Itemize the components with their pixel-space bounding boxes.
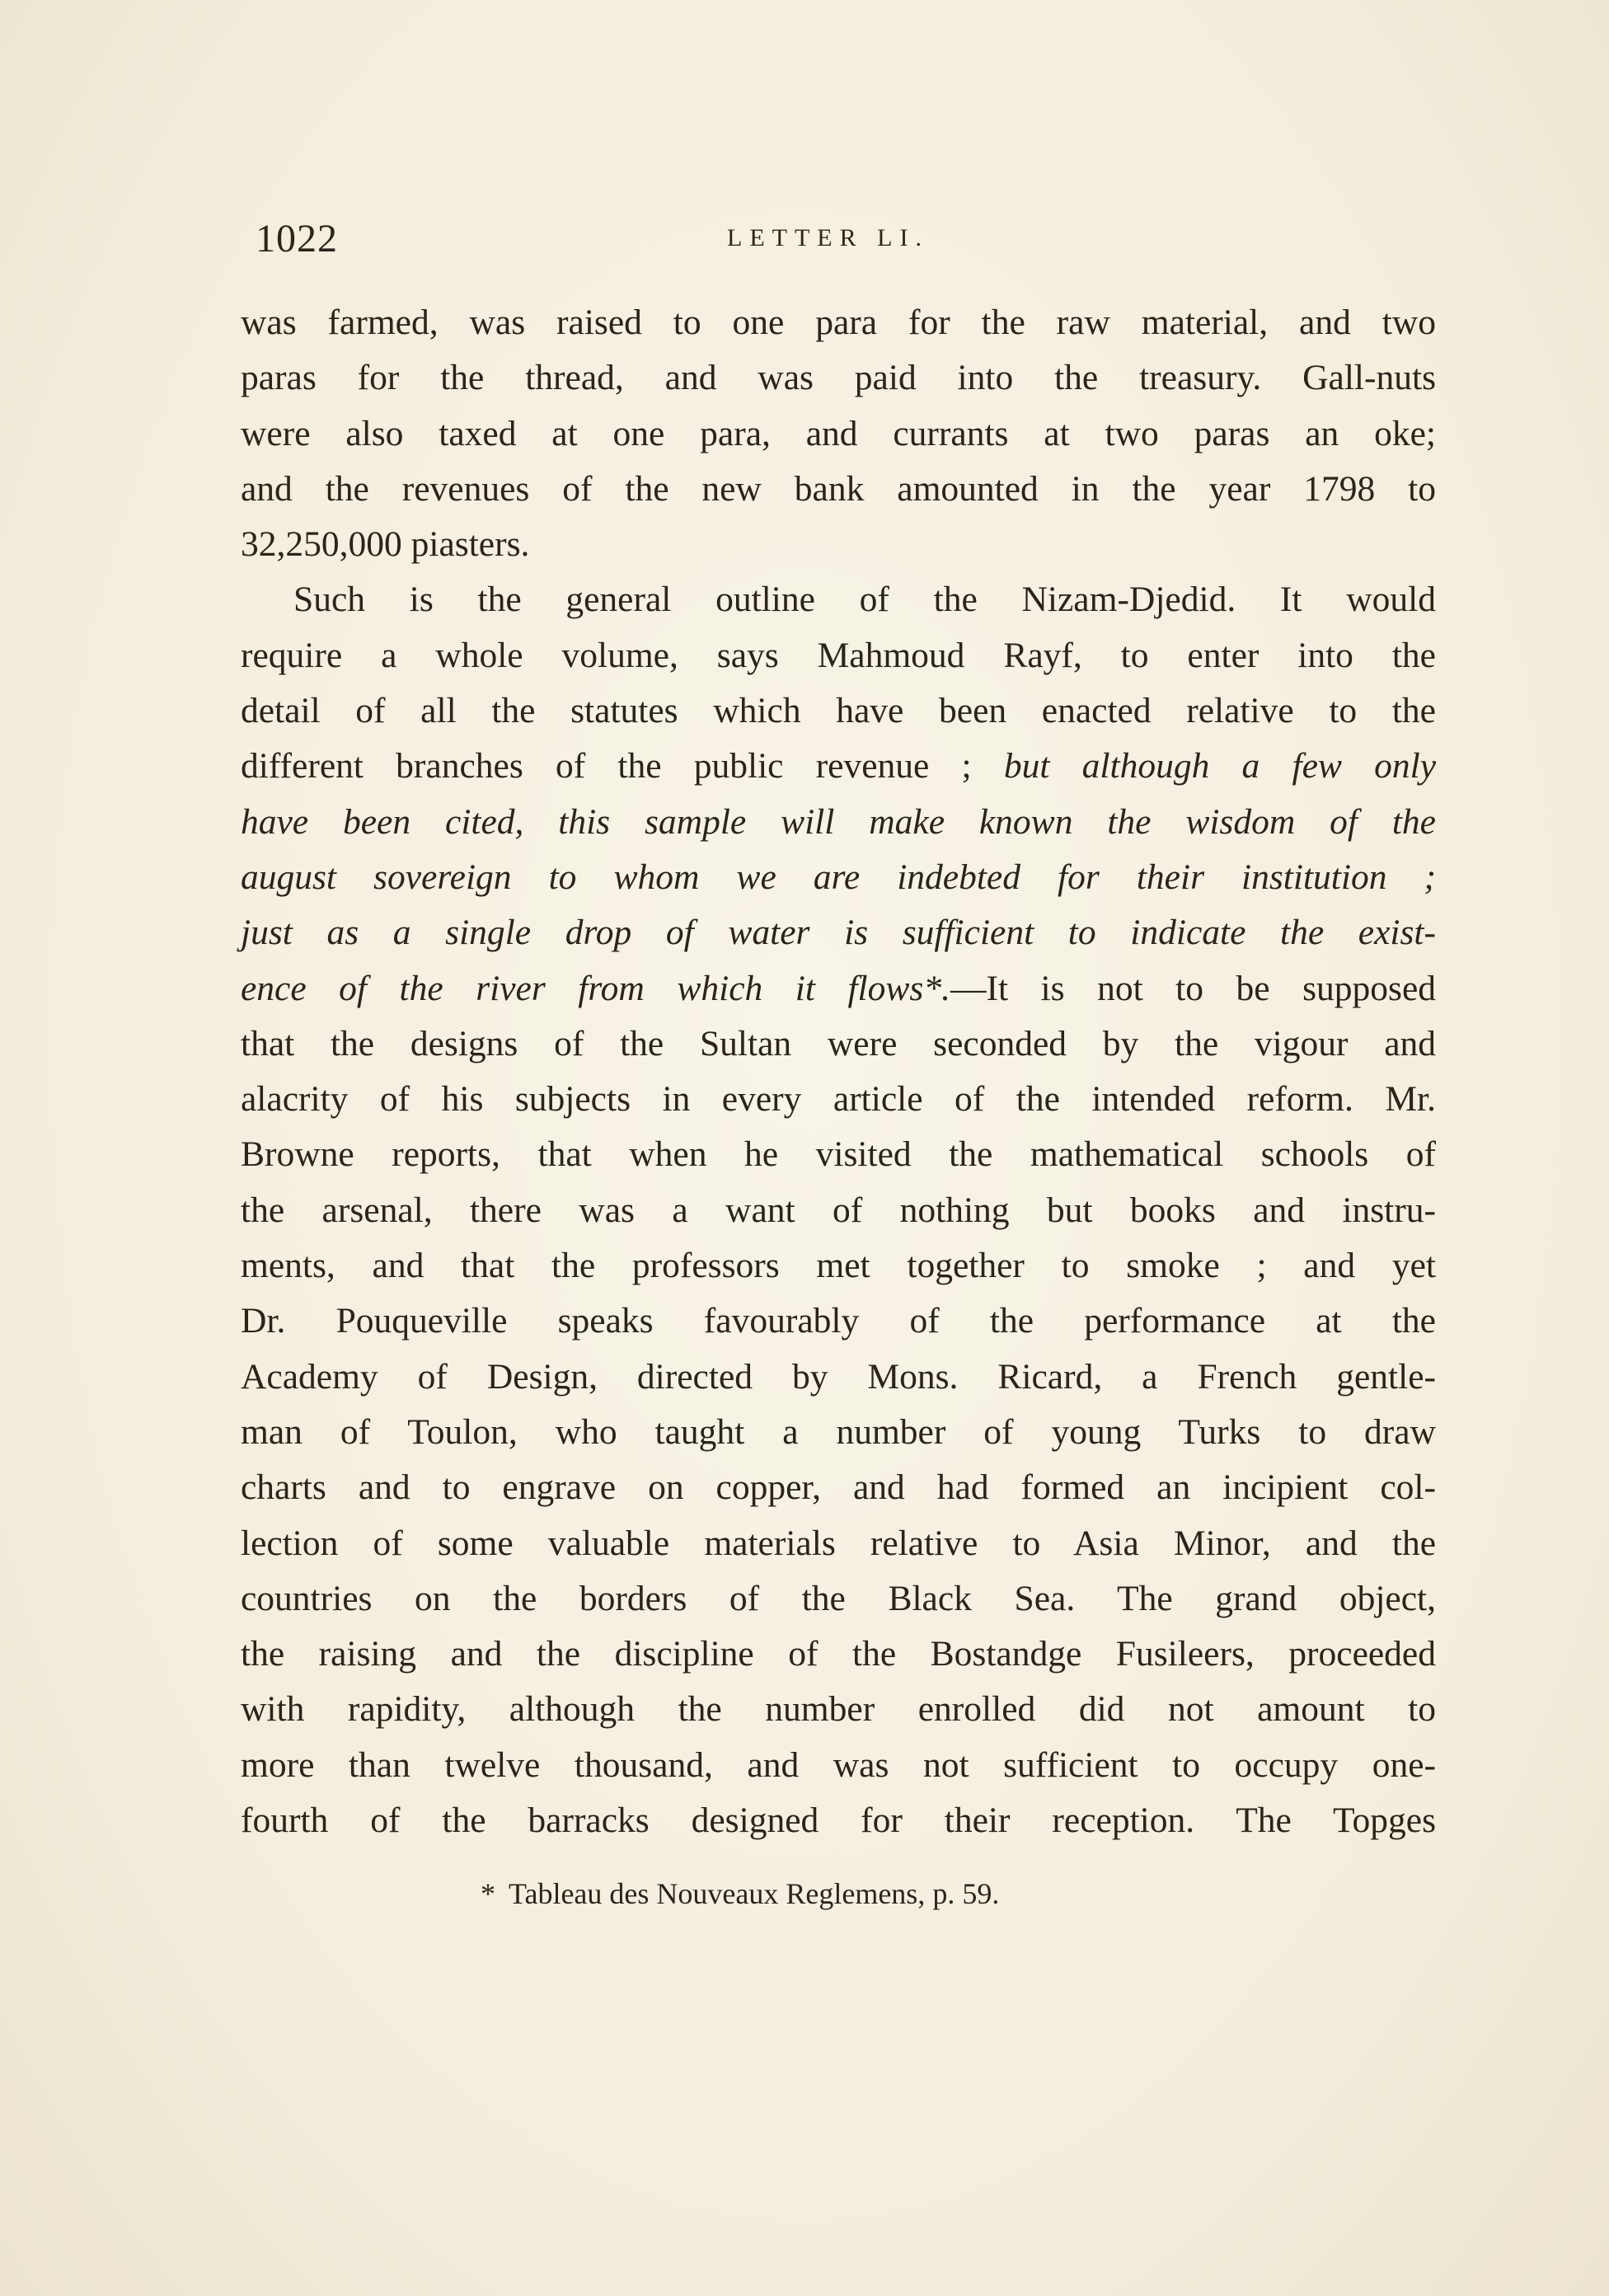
text-line: with rapidity, although the number enrolled did not amount to (241, 1689, 1436, 1730)
text-line: man of Toulon, who taught a number of young Turks to draw (241, 1411, 1436, 1452)
footnote (481, 1876, 999, 1911)
italic-quotation: ence of the river from which it flows*. (241, 968, 950, 1008)
italic-quotation: just as a single drop of water is sufficient to indicate the exist- (241, 913, 1436, 953)
italic-quotation: have been cited, this sample will make known the wisdom of the (241, 801, 1436, 842)
text-line: countries on the borders of the Black Sea. The grand object, (241, 1578, 1436, 1618)
text-line: charts and to engrave on copper, and had formed an incipient col- (241, 1467, 1436, 1508)
text-line-roman: different branches of the public revenue ; (241, 746, 1004, 786)
text-line: more than twelve thousand, and was not sufficient to occupy one- (241, 1744, 1436, 1785)
text-line: was farmed, was raised to one para for the raw material, and two (241, 303, 1436, 342)
page-header (256, 216, 1442, 265)
text-line (241, 795, 1436, 850)
text-line: detail of all the statutes which have been enacted relative to the (241, 691, 1436, 731)
text-line: ments, and that the professors met together to smoke ; and yet (241, 1246, 1436, 1286)
text-line: fourth of the barracks designed for their reception. The Topges (241, 1801, 1436, 1841)
text-line (241, 850, 1436, 905)
text-line: Such is the general outline of the Nizam-Djedid. It would (293, 580, 1436, 620)
text-line: Browne reports, that when he visited the mathematical schools of (241, 1134, 1436, 1175)
body-text (241, 295, 1436, 1848)
text-line: the arsenal, there was a want of nothing but books and instru- (241, 1190, 1436, 1230)
footnote-marker: * (481, 1877, 495, 1910)
text-line: that the designs of the Sultan were seconded by the vigour and (241, 1023, 1436, 1063)
italic-quotation: but although a few only (1003, 746, 1436, 786)
text-line (241, 905, 1436, 960)
page-number: 1022 (256, 217, 338, 261)
text-line: alacrity of his subjects in every article of the intended reform. Mr. (241, 1079, 1436, 1120)
text-line: require a whole volume, says Mahmoud Rayf, to enter into the (241, 635, 1436, 675)
italic-quotation: august sovereign to whom we are indebted for their institution ; (241, 857, 1436, 897)
text-line: 32,250,000 piasters. (241, 524, 530, 565)
text-line-roman: —It is not to be supposed (950, 968, 1437, 1008)
text-line: Academy of Design, directed by Mons. Ricard, a French gentle- (241, 1356, 1436, 1397)
text-line: Dr. Pouqueville speaks favourably of the performance at the (241, 1301, 1436, 1341)
running-head: LETTER LI. (727, 224, 929, 251)
text-line: paras for the thread, and was paid into the treasury. Gall-nuts (241, 358, 1436, 398)
footnote-text: Tableau des Nouveaux Reglemens, p. 59. (509, 1877, 1000, 1910)
text-line: were also taxed at one para, and currants at two paras an oke; (241, 413, 1436, 453)
text-line: and the revenues of the new bank amounted in the year 1798 to (241, 468, 1436, 509)
text-line: lection of some valuable materials relative to Asia Minor, and the (241, 1523, 1436, 1563)
text-line (241, 961, 1436, 1017)
text-line: the raising and the discipline of the Bostandge Fusileers, proceeded (241, 1634, 1436, 1674)
text-line (241, 739, 1436, 794)
